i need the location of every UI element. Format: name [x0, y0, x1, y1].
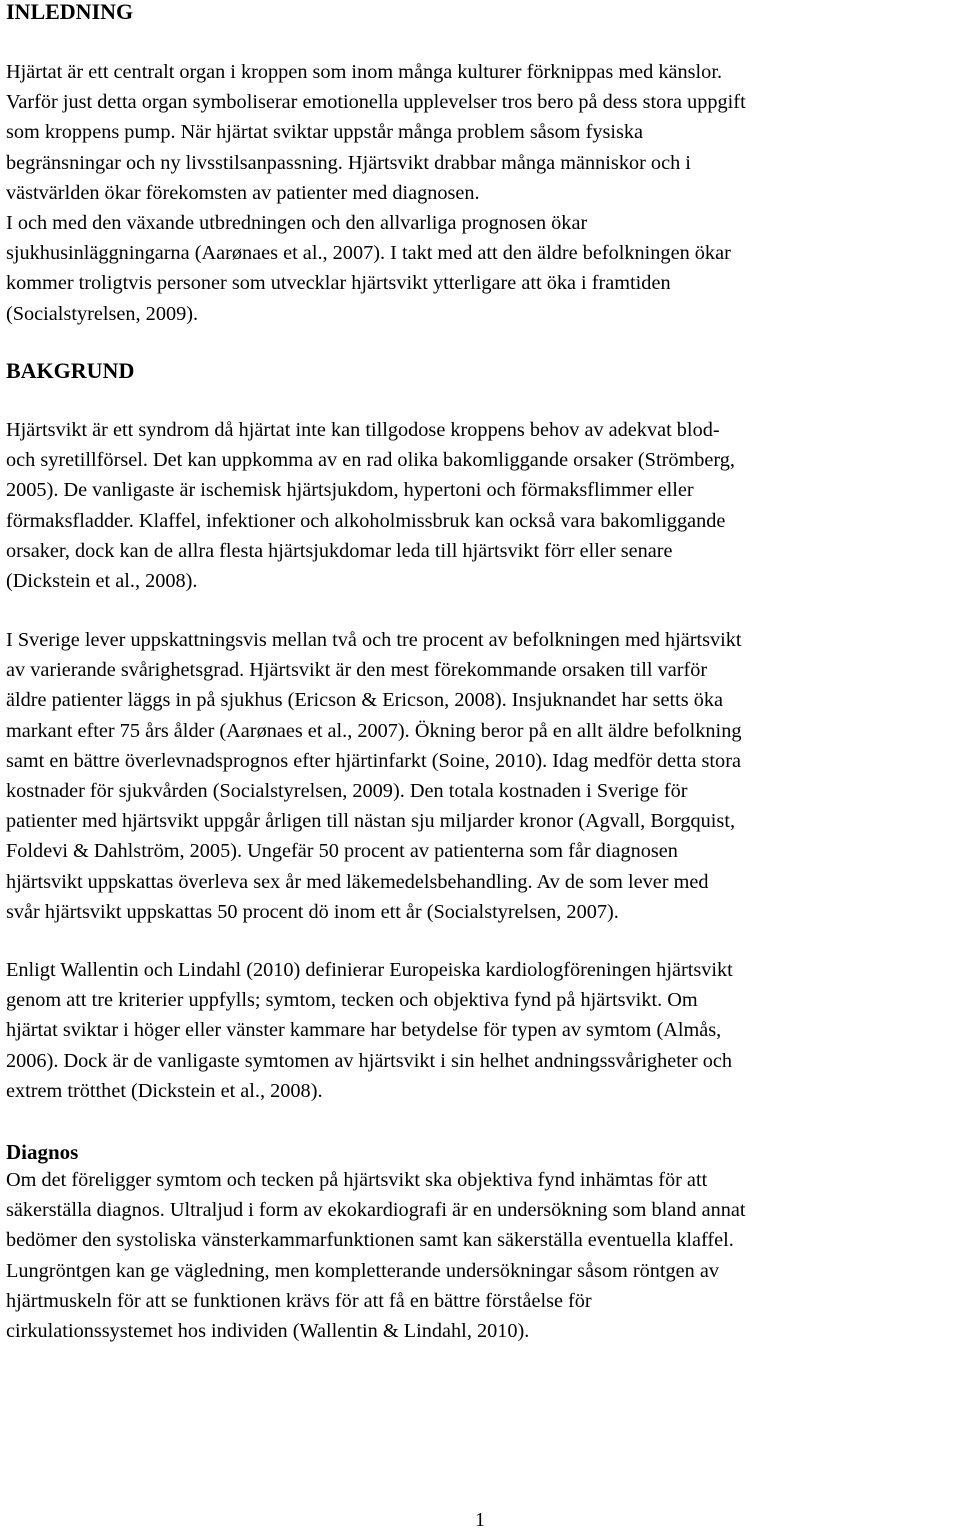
paragraph-line: orsaker, dock kan de allra flesta hjärtsjukdomar leda till hjärtsvikt förr eller senare [6, 539, 673, 562]
paragraph-line: 2005). De vanligaste är ischemisk hjärtsjukdom, hypertoni och förmaksflimmer eller [6, 479, 694, 502]
subsection-heading-diagnos: Diagnos [6, 1140, 79, 1164]
paragraph-line: sjukhusinläggningarna (Aarønaes et al., 2007). I takt med att den äldre befolkningen ökar [6, 242, 731, 265]
paragraph-line: av varierande svårighetsgrad. Hjärtsvikt är den mest förekommande orsaken till varför [6, 659, 708, 682]
paragraph-line: samt en bättre överlevnadsprognos efter hjärtinfarkt (Soine, 2010). Idag medför detta stora [6, 749, 741, 772]
paragraph-line: I Sverige lever uppskattningsvis mellan två och tre procent av befolkningen med hjärtsvikt [6, 629, 742, 651]
paragraph-line: kommer troligtvis personer som utvecklar hjärtsvikt ytterligare att öka i framtiden [6, 272, 671, 295]
paragraph-line: kostnader för sjukvården (Socialstyrelsen, 2009). Den totala kostnaden i Sverige för [6, 780, 688, 803]
paragraph-line: begränsningar och ny livsstilsanpassning. Hjärtsvikt drabbar många människor och i [6, 151, 691, 174]
paragraph-line: extrem trötthet (Dickstein et al., 2008). [6, 1079, 323, 1102]
paragraph-line: och syretillförsel. Det kan uppkomma av en rad olika bakomliggande orsaker (Strömberg, [6, 449, 735, 472]
page-number: 1 [475, 1509, 485, 1531]
intro-paragraph [6, 57, 952, 329]
paragraph-line: äldre patienter läggs in på sjukhus (Ericson & Ericson, 2008). Insjuknandet har setts öka [6, 689, 723, 712]
paragraph-line: Lungröntgen kan ge vägledning, men kompletterande undersökningar såsom röntgen av [6, 1259, 720, 1282]
paragraph-line: västvärlden ökar förekomsten av patienter med diagnosen. [6, 181, 480, 204]
paragraph-line: förmaksfladder. Klaffel, infektioner och alkoholmissbruk kan också vara bakomliggande [6, 509, 726, 532]
paragraph-line: säkerställa diagnos. Ultraljud i form av ekokardiografi är en undersökning som bland annat [6, 1199, 746, 1222]
paragraph-line: Om det föreligger symtom och tecken på hjärtsvikt ska objektiva fynd inhämtas för att [6, 1169, 708, 1191]
paragraph-line: markant efter 75 års ålder (Aarønaes et al., 2007). Ökning beror på en allt äldre befolkning [6, 719, 742, 742]
paragraph-line: patienter med hjärtsvikt uppgår årligen till nästan sju miljarder kronor (Agvall, Borgquist, [6, 810, 736, 833]
background-paragraph-3 [6, 955, 952, 1106]
diagnosis-paragraph [6, 1165, 952, 1346]
paragraph-line: Enligt Wallentin och Lindahl (2010) definierar Europeiska kardiologföreningen hjärtsvikt [6, 959, 733, 981]
paragraph-line: (Socialstyrelsen, 2009). [6, 302, 199, 325]
paragraph-line: cirkulationssystemet hos individen (Wallentin & Lindahl, 2010). [6, 1320, 530, 1343]
background-paragraph-1 [6, 415, 952, 596]
paragraph-line: (Dickstein et al., 2008). [6, 570, 198, 593]
paragraph-line: bedömer den systoliska vänsterkammarfunktionen samt kan säkerställa eventuella klaffel. [6, 1229, 734, 1252]
paragraph-line: Hjärtat är ett centralt organ i kroppen som inom många kulturer förknippas med känslor. [6, 61, 723, 83]
paragraph-line: 2006). Dock är de vanligaste symtomen av hjärtsvikt i sin helhet andningssvårigheter och [6, 1049, 733, 1072]
paragraph-line: hjärtmuskeln för att se funktionen krävs för att få en bättre förståelse för [6, 1289, 592, 1312]
section-heading-inledning: INLEDNING [6, 0, 134, 24]
section-heading-bakgrund: BAKGRUND [6, 358, 135, 383]
paragraph-line: hjärtat sviktar i höger eller vänster kammare har betydelse för typen av symtom (Almås, [6, 1019, 722, 1042]
paragraph-line: Hjärtsvikt är ett syndrom då hjärtat inte kan tillgodose kroppens behov av adekvat blod- [6, 419, 720, 441]
background-paragraph-2 [6, 625, 952, 927]
paragraph-line: genom att tre kriterier uppfylls; symtom, tecken och objektiva fynd på hjärtsvikt. Om [6, 989, 698, 1012]
paragraph-line: som kroppens pump. När hjärtat sviktar uppstår många problem såsom fysiska [6, 121, 644, 144]
paragraph-line: hjärtsvikt uppskattas överleva sex år med läkemedelsbehandling. Av de som lever med [6, 870, 709, 893]
paragraph-line: Varför just detta organ symboliserar emotionella upplevelser tros bero på dess stora uppgift [6, 91, 746, 114]
paragraph-line: Foldevi & Dahlström, 2005). Ungefär 50 procent av patienterna som får diagnosen [6, 840, 678, 863]
paragraph-line: svår hjärtsvikt uppskattas 50 procent dö inom ett år (Socialstyrelsen, 2007). [6, 900, 619, 923]
paragraph-line: I och med den växande utbredningen och den allvarliga prognosen ökar [6, 212, 588, 235]
